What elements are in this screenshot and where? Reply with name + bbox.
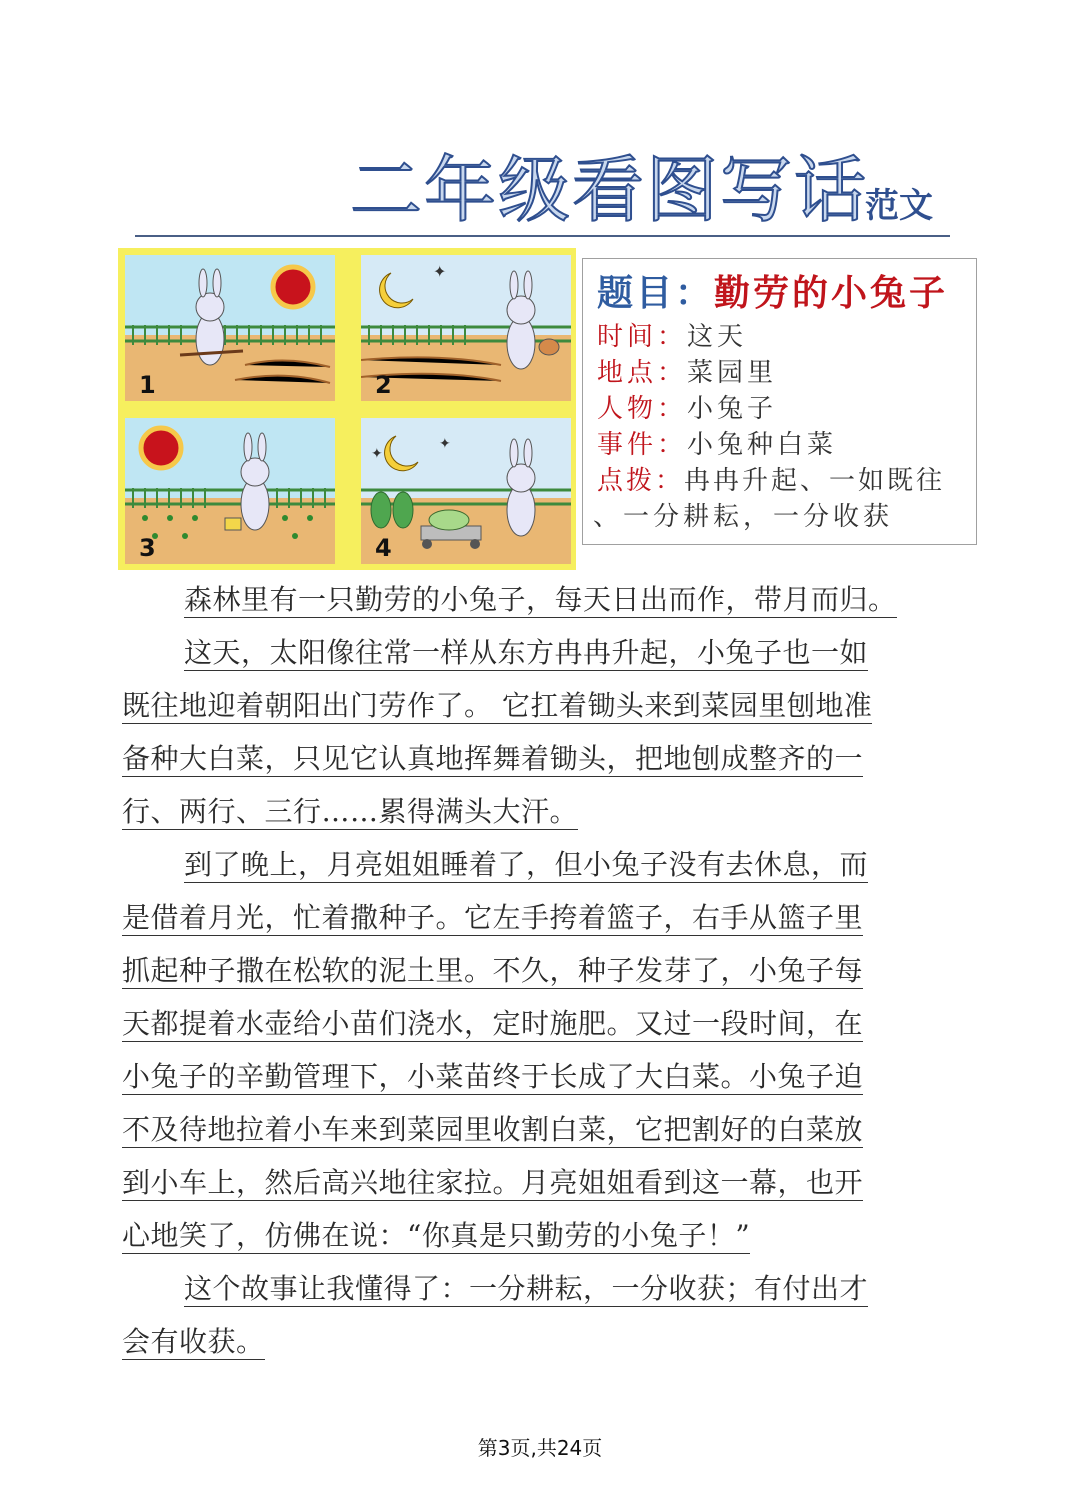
essay-line: 是借着月光，忙着撒种子。它左手挎着篮子，右手从篮子里 [122,901,864,934]
title-sub: 范文 [865,186,933,226]
essay-line: 心地笑了，仿佛在说：“你真是只勤劳的小兔子！” [122,1219,751,1252]
page-number: 第3页,共24页 [477,1436,603,1460]
panel-number-3: 3 [139,534,156,562]
info-row-value: 小兔子 [687,394,778,424]
essay-line: 天都提着水壶给小苗们浇水，定时施肥。又过一段时间，在 [122,1007,864,1040]
info-row-time [597,319,747,355]
document-title [350,150,950,230]
info-row-place [597,355,777,391]
story-info-box [582,258,977,545]
info-row-label: 事件： [597,430,688,460]
info-row-event [597,427,837,463]
panel-number-4: 4 [375,534,392,562]
essay-line: 到了晚上，月亮姐姐睡着了，但小兔子没有去休息，而 [184,848,869,881]
essay-line: 森林里有一只勤劳的小兔子，每天日出而作，带月而归。 [184,583,897,616]
info-row-label: 地点： [597,358,688,388]
comic-panel-2 [361,255,571,401]
title-divider [135,235,950,237]
essay-line: 不及待地拉着小车来到菜园里收割白菜，它把割好的白菜放 [122,1113,864,1146]
essay-line: 这个故事让我懂得了：一分耕耘，一分收获；有付出才 [184,1272,869,1305]
panel-number-1: 1 [139,371,156,399]
comic-panel-1 [125,255,335,401]
essay-line: 这天，太阳像往常一样从东方冉冉升起，小兔子也一如 [184,636,869,669]
svg-text:✦: ✦ [371,446,383,462]
essay-body [122,573,952,1368]
essay-line: 行、两行、三行……累得满头大汗。 [122,795,579,828]
comic-panel-4 [361,418,571,564]
essay-line: 抓起种子撒在松软的泥土里。不久，种子发芽了，小兔子每 [122,954,864,987]
title-main: 二年级看图写话 [350,148,869,232]
info-row-value: 小兔种白菜 [687,430,838,460]
info-row-value: 这天 [687,322,748,352]
svg-text:✦: ✦ [439,436,451,452]
essay-line: 会有收获。 [122,1325,265,1358]
essay-line: 到小车上，然后高兴地往家拉。月亮姐姐看到这一幕，也开 [122,1166,864,1199]
info-title-label: 题目： [597,272,715,314]
essay-line: 既往地迎着朝阳出门劳作了。 它扛着锄头来到菜园里刨地准 [122,689,873,722]
info-title-value: 勤劳的小兔子 [714,272,949,314]
essay-line: 备种大白菜，只见它认真地挥舞着锄头，把地刨成整齐的一 [122,742,864,775]
essay-line: 小兔子的辛勤管理下，小菜苗终于长成了大白菜。小兔子迫 [122,1060,864,1093]
info-row-label: 点拨： [597,466,685,496]
info-row-character [597,391,777,427]
info-row-hint [597,463,945,499]
svg-text:✦: ✦ [433,262,447,281]
info-row-value: 冉冉升起、一如既往 [684,466,946,496]
info-row-label: 人物： [597,394,688,424]
info-row-label: 时间： [597,322,688,352]
comic-strip-illustration [118,248,576,570]
panel-number-2: 2 [375,371,392,399]
comic-panel-3 [125,418,335,564]
info-row-hint-continued: 、一分耕耘，一分收获 [593,502,894,532]
info-row-value: 菜园里 [687,358,778,388]
info-title [597,269,948,317]
